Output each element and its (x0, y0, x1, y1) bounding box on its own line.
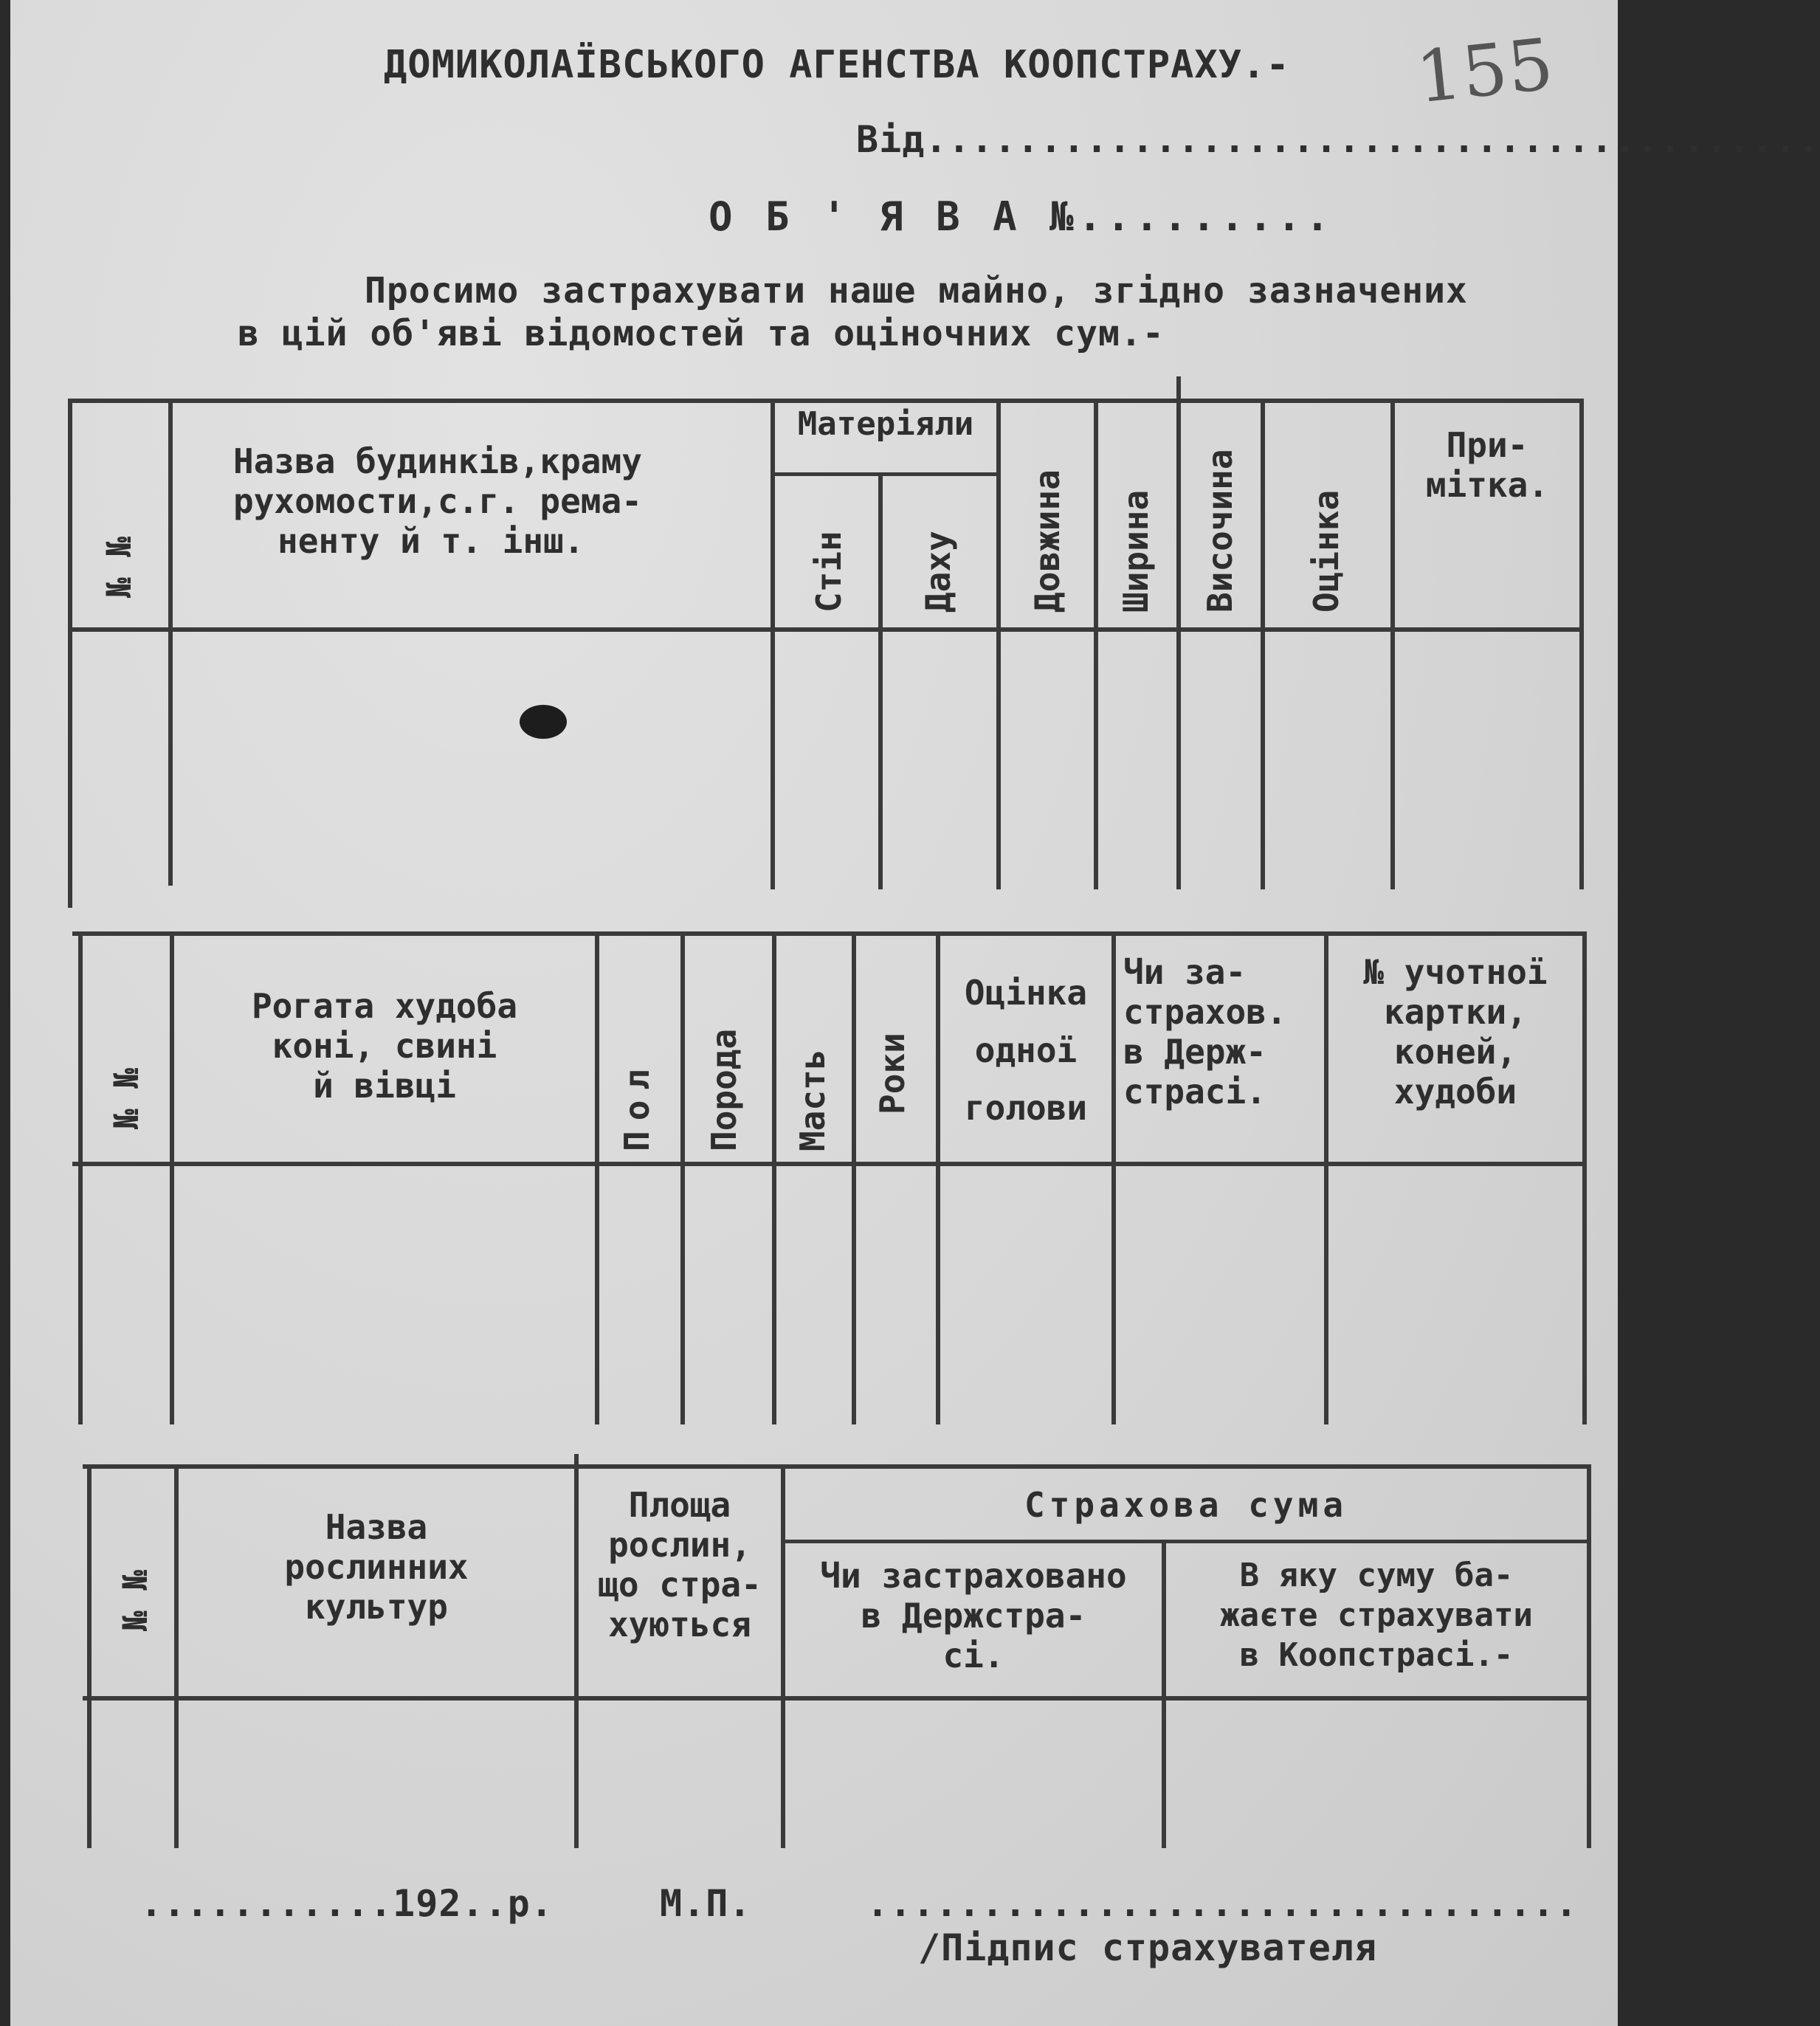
table2-value-line1: Оцінка (964, 973, 1088, 1013)
table3-derzh-line1: Чи застраховано (820, 1556, 1127, 1596)
table2-insured-line4: страсі. (1123, 1072, 1266, 1112)
document-title: О Б ' Я В А №......... (709, 193, 1334, 240)
signature-label: /Підпис страхувателя (918, 1926, 1378, 1969)
table2-name-header (174, 986, 595, 1106)
table2-card-line3: коней, (1393, 1032, 1517, 1072)
table2-insured-line3: в Держ- (1123, 1032, 1266, 1072)
agency-title: ДОМИКОЛАЇВСЬКОГО АГЕНСТВА КООПСТРАХУ.- (384, 43, 1290, 87)
table1-name-header (233, 441, 765, 561)
table1-note-line1: При- (1446, 425, 1528, 465)
date-line[interactable]: ...........192..р. (140, 1882, 554, 1925)
table1-name-line1: Назва будинків,краму (233, 441, 642, 481)
table1-number-header: № № (99, 536, 139, 598)
intro-line-1: Просимо застрахувати наше майно, згідно зазначених (365, 270, 1468, 311)
table1-name-line2: рухомости,с.г. рема- (233, 481, 642, 521)
table2-insured-line2: страхов. (1123, 992, 1287, 1032)
table2-name-line3: й вівці (313, 1066, 456, 1106)
stamp-place: М.П. (660, 1882, 752, 1925)
table2-card-line2: картки, (1384, 992, 1527, 1032)
table2-insured-header (1123, 952, 1324, 1112)
table3-area-line1: Площа (628, 1485, 731, 1525)
table2-insured-line1: Чи за- (1123, 952, 1247, 992)
table1-note-header (1395, 425, 1579, 505)
table1-height-header: Височина (1200, 449, 1240, 613)
table3-number-header: № № (115, 1569, 155, 1631)
table1-walls-header: Стін (809, 531, 849, 613)
table2-value-line2: одної (974, 1030, 1078, 1070)
intro-line-2: в цій об'яві відомостей та оціночних сум.- (238, 313, 1165, 354)
table1-name-line3: ненту й т. інш. (278, 521, 585, 561)
from-line: Від....................................... (856, 118, 1820, 161)
table2-years-header: Роки (872, 1033, 912, 1114)
table2-value-header (940, 964, 1111, 1137)
table2-name-line2: коні, свині (272, 1026, 497, 1066)
table3-area-line3: що стра- (598, 1565, 762, 1605)
archive-number: 155 (1412, 22, 1558, 120)
table1-entry-row[interactable] (72, 632, 1579, 886)
table3-koop-header (1166, 1556, 1587, 1675)
table1-length-header: Довжина (1027, 469, 1067, 613)
table3-koop-line1: В яку суму ба- (1239, 1557, 1514, 1594)
table2-card-line1: № учотної (1363, 952, 1548, 992)
table3-name-header (179, 1507, 574, 1627)
table1-roof-header: Даху (918, 531, 958, 613)
table3-koop-line3: в Коопстрасі.- (1239, 1636, 1514, 1674)
table2-number-header: № № (106, 1067, 146, 1129)
table3-name-line2: рослинних (284, 1547, 469, 1587)
table2-entry-row[interactable] (83, 1166, 1582, 1422)
table1-materials-header: Матеріяли (797, 405, 974, 443)
table1-note-line2: мітка. (1425, 465, 1549, 505)
table3-koop-line2: жаєте страхувати (1220, 1596, 1533, 1634)
table2-color-header: Масть (793, 1049, 833, 1151)
table2-card-line4: худоби (1393, 1072, 1517, 1112)
table3-name-line3: культур (305, 1587, 448, 1627)
signature-dots[interactable]: ............................... (866, 1882, 1579, 1925)
table2-name-line1: Рогата худоба (251, 986, 518, 1026)
table2-sex-header: Пол (617, 1058, 657, 1151)
table3-derzh-header (785, 1556, 1162, 1675)
table3-area-header (579, 1485, 781, 1644)
table3-entry-row[interactable] (92, 1701, 1587, 1845)
table3-derzh-line3: сі. (942, 1636, 1004, 1675)
table2-value-line3: голови (964, 1088, 1088, 1128)
document-page (10, 0, 1820, 2026)
table3-name-line1: Назва (325, 1507, 428, 1547)
table2-breed-header: Порода (704, 1028, 744, 1151)
table3-derzh-line2: в Держстра- (861, 1596, 1086, 1636)
table2-card-header (1328, 952, 1582, 1112)
ink-blot (520, 705, 567, 739)
table1-width-header: Ширина (1116, 489, 1156, 613)
table1-value-header: Оцінка (1306, 489, 1346, 613)
table3-sum-header: Страхова сума (1024, 1485, 1348, 1525)
table3-area-line2: рослин, (608, 1525, 751, 1565)
table3-area-line4: хуються (608, 1605, 751, 1644)
